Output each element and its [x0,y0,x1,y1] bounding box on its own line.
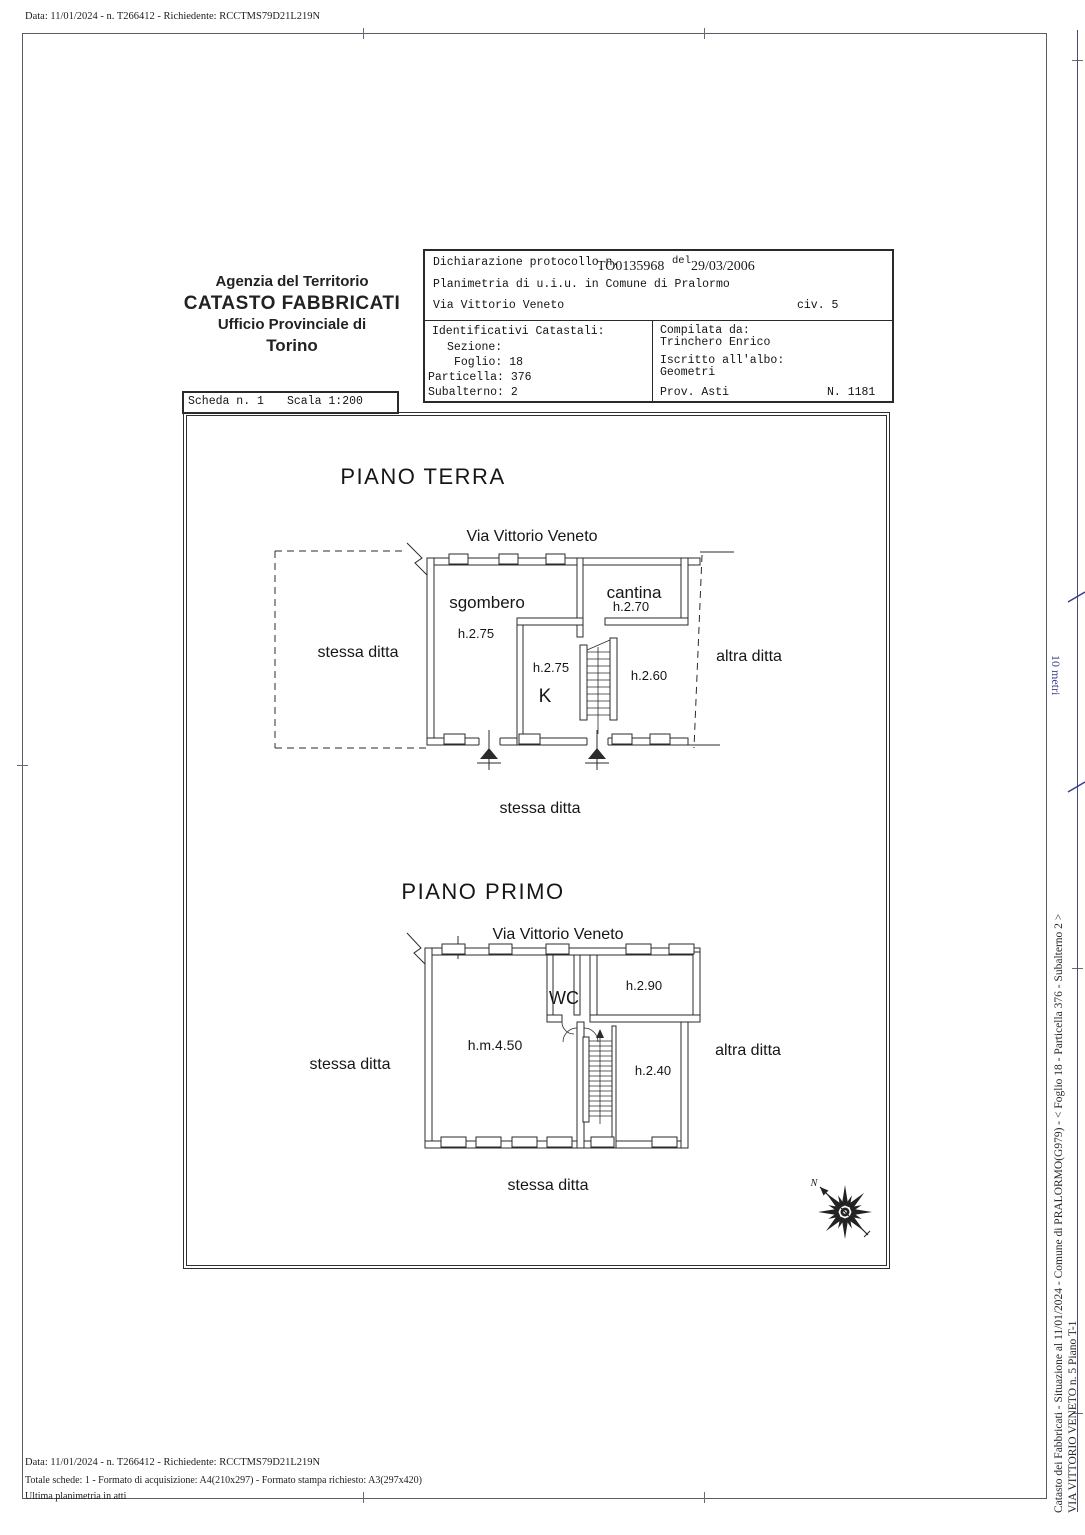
room-label-sgombero: sgombero [449,593,525,612]
particella-field: Particella: 376 [428,371,532,384]
room-height-right-bottom: h.2.40 [634,1063,672,1078]
first-floor-walls [407,933,700,1148]
scheda-scale: Scala 1:200 [287,395,363,408]
room-height-main: h.m.4.50 [467,1037,523,1053]
first-floor-street-label: Via Vittorio Veneto [492,926,624,943]
room-height-cantina: h.2.70 [612,599,650,614]
ground-floor-stairs [580,638,617,734]
format-note: Totale schede: 1 - Formato di acquisizione: A4(210x297) - Formato stampa richiesto: A3(297x420) [25,1475,422,1486]
side-reference-line1: Catasto dei Fabbricati - Situazione al 11/01/2024 - Comune di PRALORMO(G979) - < Foglio 18 - Particella 376 - Subalterno 2 > [1053,913,1065,1513]
ultima-planimetria-note: Ultima planimetria in atti [25,1491,127,1502]
area-label-left-ground: stessa ditta [317,644,399,661]
crop-tick [704,28,705,39]
wall-break-symbol [407,543,429,577]
agency-line2: CATASTO FABBRICATI [183,293,401,314]
area-label-bottom-ground: stessa ditta [499,800,581,817]
ground-floor-street-label: Via Vittorio Veneto [466,528,598,545]
agency-line1: Agenzia del Territorio [215,273,369,290]
room-label-cantina: cantina [606,583,662,602]
room-height-sgombero: h.2.75 [457,626,495,641]
crop-tick [363,28,364,39]
planimetria-line: Planimetria di u.i.u. in Comune di Pralormo [433,278,730,291]
room-height-right-top: h.2.90 [625,978,663,993]
protocol-number: TO0135968 [597,259,665,274]
crop-tick [17,765,28,766]
area-label-bottom-first: stessa ditta [507,1177,589,1194]
compass-rose [810,1178,872,1239]
area-label-left-first: stessa ditta [309,1056,391,1073]
declaration-divider-v [652,320,653,401]
prov-field: Prov. Asti [660,386,730,399]
side-reference-line2: VIA VITTORIO VENETO n. 5 Piano T-1 [1067,1320,1079,1513]
ground-floor-title: PIANO TERRA [340,464,506,489]
street-line: Via Vittorio Veneto [433,299,565,312]
scheda-box [182,391,399,414]
protocol-date: 29/03/2006 [691,259,755,274]
request-note-top: Data: 11/01/2024 - n. T266412 - Richiedente: RCCTMS79D21L219N [25,11,321,22]
scheda-number: Scheda n. 1 [188,395,264,408]
foglio-field: Foglio: 18 [454,356,524,369]
compass-north-label: N [810,1178,818,1189]
agency-header [183,271,401,357]
albo-label: Iscritto all'albo: [660,354,785,367]
ground-floor-entrance-arrows [477,730,609,770]
albo-number: N. 1181 [827,386,876,399]
room-label-wc: WC [549,988,579,1008]
compilata-title: Compilata da: [660,324,750,337]
agency-line3: Ufficio Provinciale di [217,316,367,333]
area-label-right-ground: altra ditta [716,648,782,665]
sezione-field: Sezione: [447,341,503,354]
request-note-bottom: Data: 11/01/2024 - n. T266412 - Richiedente: RCCTMS79D21L219N [25,1457,321,1468]
subalterno-field: Subalterno: 2 [428,386,518,399]
side-reference-text [1052,413,1080,1513]
del-label: del [672,255,691,267]
identificativi-title: Identificativi Catastali: [432,325,605,338]
scale-bar-label: 10 metri [1049,655,1063,696]
protocol-label: Dichiarazione protocollo n. [433,256,620,269]
declaration-box [423,249,894,403]
room-label-k: K [538,686,552,707]
floor-plans-drawing [183,412,888,1267]
first-floor-title: PIANO PRIMO [401,879,565,904]
area-label-right-first: altra ditta [715,1042,781,1059]
albo-value: Geometri [660,366,716,379]
room-height-stair: h.2.60 [630,668,668,683]
crop-tick [363,1492,364,1503]
room-height-k: h.2.75 [532,660,570,675]
agency-line4: Torino [266,336,318,355]
crop-tick [704,1492,705,1503]
civic-number: civ. 5 [797,299,839,312]
declaration-divider-h [425,320,892,321]
first-floor-stairs [583,1029,612,1124]
compilata-name: Trinchero Enrico [660,336,771,349]
